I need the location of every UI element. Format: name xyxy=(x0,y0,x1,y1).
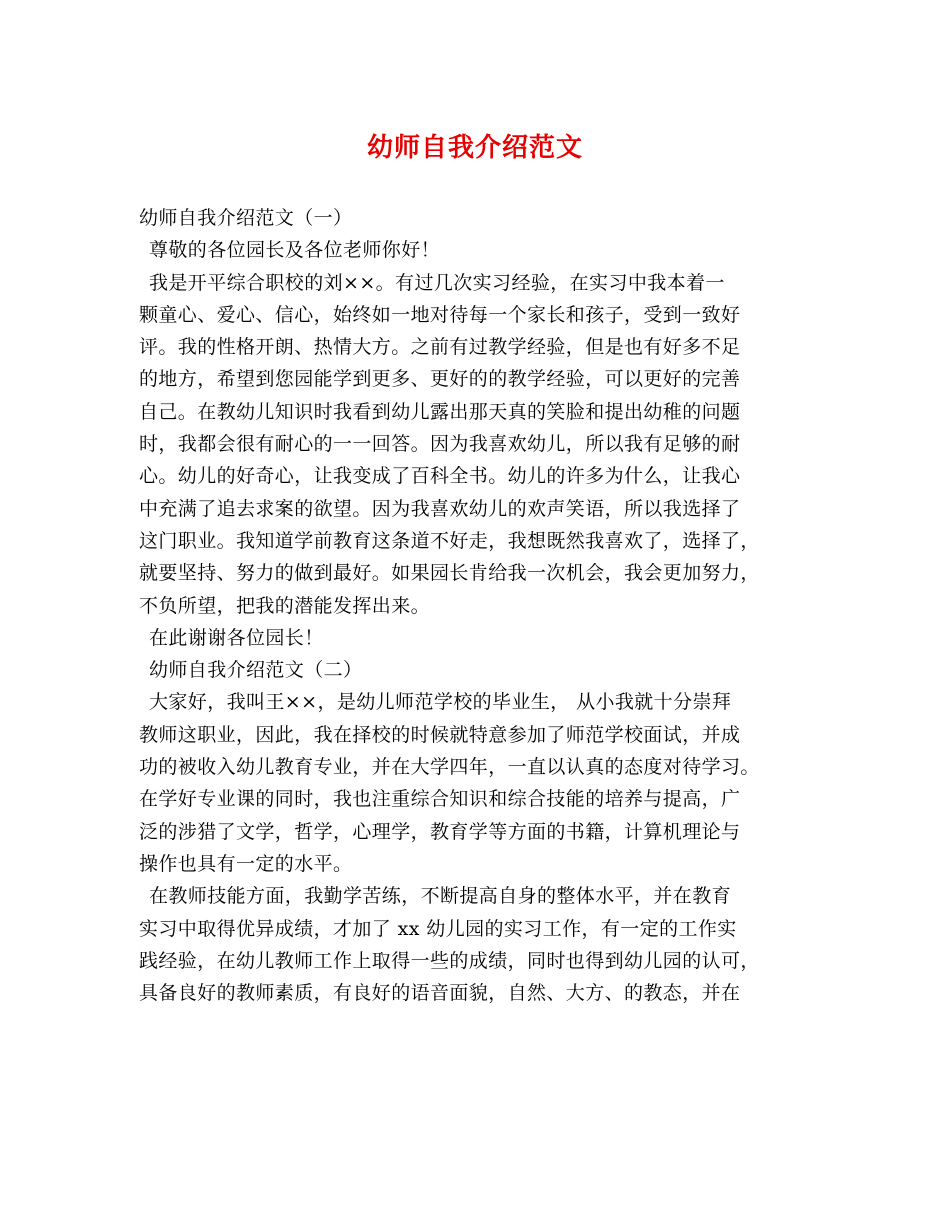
paragraph-line: 的地方，希望到您园能学到更多、更好的的教学经验，可以更好的完善 xyxy=(139,368,741,391)
paragraph-line: 颗童心、爱心、信心，始终如一地对待每一个家长和孩子，受到一致好 xyxy=(139,303,741,326)
document-body xyxy=(139,202,819,1009)
paragraph-line: 就要坚持、努力的做到最好。如果园长肯给我一次机会，我会更加努力， xyxy=(139,562,760,585)
paragraph-line: 在此谢谢各位园长！ xyxy=(149,626,324,649)
paragraph-line: 不负所望，把我的潜能发挥出来。 xyxy=(139,594,431,617)
paragraph-line: 心。幼儿的好奇心，让我变成了百科全书。幼儿的许多为什么，让我心 xyxy=(139,465,741,488)
paragraph-line: 操作也具有一定的水平。 xyxy=(139,852,353,875)
section-heading: 幼师自我介绍范文（一） xyxy=(139,207,353,229)
paragraph-line: 践经验，在幼儿教师工作上取得一些的成绩，同时也得到幼儿园的认可， xyxy=(139,949,760,972)
paragraph-line: 评。我的性格开朗、热情大方。之前有过教学经验，但是也有好多不足 xyxy=(139,336,741,359)
paragraph-line: 尊敬的各位园长及各位老师你好！ xyxy=(149,239,441,262)
paragraph-line: 中充满了追去求案的欲望。因为我喜欢幼儿的欢声笑语，所以我选择了 xyxy=(139,497,741,520)
paragraph-line: 在教师技能方面，我勤学苦练，不断提高自身的整体水平，并在教育 xyxy=(149,885,732,908)
paragraph-line: 具备良好的教师素质，有良好的语音面貌，自然、大方、的教态，并在 xyxy=(139,982,741,1005)
paragraph-line: 泛的涉猎了文学，哲学，心理学，教育学等方面的书籍，计算机理论与 xyxy=(139,820,741,843)
paragraph-line: 功的被收入幼儿教育专业，并在大学四年，一直以认真的态度对待学习。 xyxy=(139,756,760,779)
paragraph-line: 这门职业。我知道学前教育这条道不好走，我想既然我喜欢了，选择了， xyxy=(139,529,760,552)
paragraph-line: 自己。在教幼儿知识时我看到幼儿露出那天真的笑脸和提出幼稚的问题 xyxy=(139,400,741,423)
document-title: 幼师自我介绍范文 xyxy=(366,133,583,163)
paragraph-line: 教师这职业，因此，我在择校的时候就特意参加了师范学校面试，并成 xyxy=(139,723,741,746)
paragraph-line: 实习中取得优异成绩，才加了 xx 幼儿园的实习工作，有一定的工作实 xyxy=(139,917,737,940)
paragraph-line: 大家好，我叫王××，是幼儿师范学校的毕业生， 从小我就十分崇拜 xyxy=(149,691,732,714)
paragraph-line: 我是开平综合职校的刘××。有过几次实习经验，在实习中我本着一 xyxy=(149,271,725,294)
paragraph-line: 在学好专业课的同时，我也注重综合知识和综合技能的培养与提高，广 xyxy=(139,788,741,811)
section-heading: 幼师自我介绍范文（二） xyxy=(149,659,363,682)
paragraph-line: 时，我都会很有耐心的一一回答。因为我喜欢幼儿，所以我有足够的耐 xyxy=(139,433,741,456)
